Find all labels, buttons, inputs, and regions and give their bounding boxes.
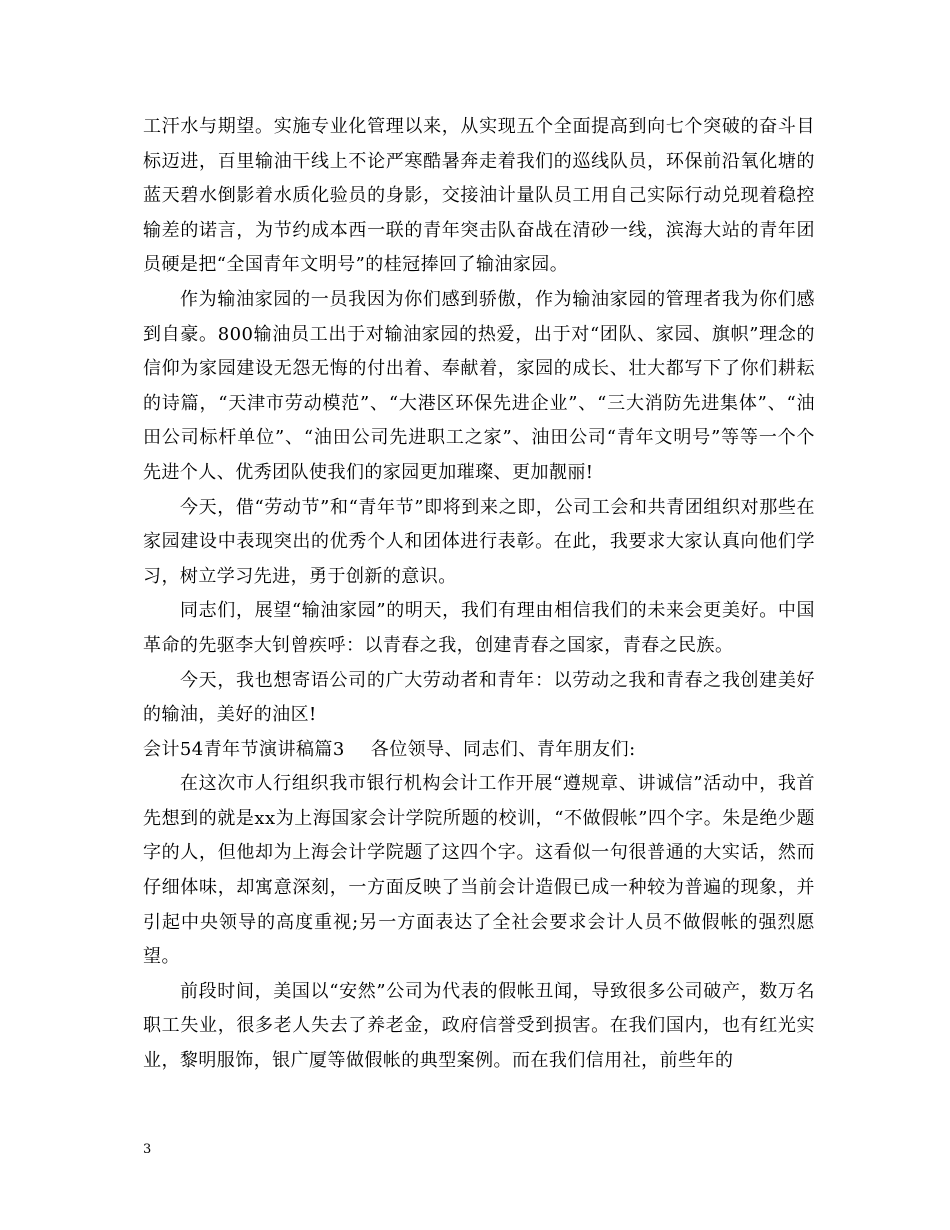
- paragraph: 作为输油家园的一员我因为你们感到骄傲，作为输油家园的管理者我为你们感到自豪。800输油员工出于对输油家园的热爱，出于对“团队、家园、旗帜”理念的信仰为家园建设无怨无悔的付出着、奉献着，家园的成长、壮大都写下了你们耕耘的诗篇，“天津市劳动模范”、“大港区环保先进企业”、“三大消防先进集体”、“油田公司标杆单位”、“油田公司先进职工之家”、油田公司“青年文明号”等等一个个先进个人、优秀团队使我们的家园更加璀璨、更加靓丽!: [143, 288, 815, 483]
- page-number: 3: [143, 1142, 152, 1157]
- salutation: 各位领导、同志们、青年朋友们:: [370, 738, 636, 760]
- paragraph: 前段时间，美国以“安然”公司为代表的假帐丑闻，导致很多公司破产，数万名职工失业，很多老人失去了养老金，政府信誉受到损害。在我们国内，也有红光实业，黎明服饰，银广厦等做假帐的典型案例。而在我们信用社，前些年的: [143, 980, 815, 1072]
- paragraph: 今天，借“劳动节”和“青年节”即将到来之即，公司工会和共青团组织对那些在家园建设中表现突出的优秀个人和团体进行表彰。在此，我要求大家认真向他们学习，树立学习先进，勇于创新的意识。: [143, 496, 815, 587]
- document-body: [143, 110, 815, 1079]
- paragraph-continued: 工汗水与期望。实施专业化管理以来，从实现五个全面提高到向七个突破的奋斗目标迈进，百里输油干线上不论严寒酷暑奔走着我们的巡线队员，环保前沿氧化塘的蓝天碧水倒影着水质化验员的身影，交接油计量队员工用自己实际行动兑现着稳控输差的诺言，为节约成本西一联的青年突击队奋战在清砂一线，滨海大站的青年团员硬是把“全国青年文明号”的桂冠捧回了输油家园。: [143, 116, 815, 276]
- paragraph: 在这次市人行组织我市银行机构会计工作开展“遵规章、讲诚信”活动中，我首先想到的就是xx为上海国家会计学院所题的校训，“不做假帐”四个字。朱是绝少题字的人，但他却为上海会计学院题了这四个字。这看似一句很普通的大实话，然而仔细体味，却寓意深刻，一方面反映了当前会计造假已成一种较为普遍的现象，并引起中央领导的高度重视;另一方面表达了全社会要求会计人员不做假帐的强烈愿望。: [143, 773, 815, 968]
- paragraph: 同志们，展望“输油家园”的明天，我们有理由相信我们的未来会更美好。中国革命的先驱李大钊曾疾呼：以青春之我，创建青春之国家，青春之民族。: [143, 600, 815, 656]
- section-heading-line: [143, 733, 815, 768]
- section-title: 会计54青年节演讲稿篇3: [143, 738, 345, 760]
- paragraph: 今天，我也想寄语公司的广大劳动者和青年：以劳动之我和青春之我创建美好的输油，美好的油区!: [143, 669, 815, 726]
